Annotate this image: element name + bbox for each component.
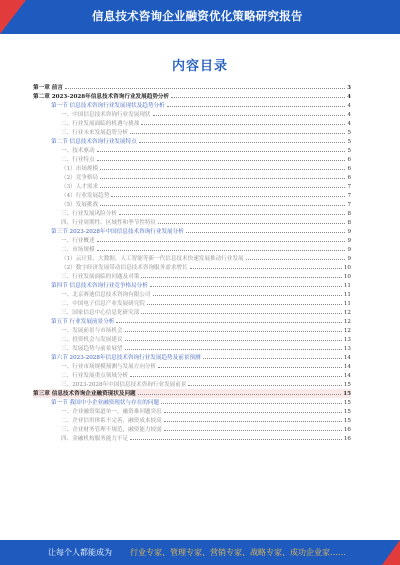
toc-entry[interactable] — [33, 128, 351, 137]
toc-page-number: 4 — [347, 121, 351, 127]
toc-leader-dots — [125, 344, 342, 350]
toc-entry[interactable] — [33, 191, 351, 200]
toc-leader-dots — [164, 416, 342, 422]
toc-entry-text: 二、行业发展面临的机遇与挑战 — [61, 121, 140, 127]
toc-entry[interactable] — [33, 164, 351, 173]
toc-page-number: 15 — [343, 400, 351, 406]
toc-page-number: 11 — [343, 301, 351, 307]
toc-leader-dots — [186, 227, 346, 233]
toc-page-number: 15 — [343, 409, 351, 415]
toc-page-number: 15 — [343, 382, 351, 388]
toc-entry[interactable] — [33, 254, 351, 263]
toc-page-number: 11 — [343, 283, 351, 289]
toc-entry[interactable] — [33, 137, 351, 146]
toc-page-number: 7 — [347, 202, 351, 208]
toc-page-number: 15 — [343, 418, 351, 424]
toc-entry-text: （4）行业发展趋势 — [61, 193, 110, 199]
toc-entry[interactable] — [33, 353, 351, 362]
toc-entry[interactable] — [33, 92, 351, 101]
toc-leader-dots — [153, 290, 342, 296]
toc-entry[interactable] — [33, 110, 351, 119]
toc-leader-dots — [97, 155, 346, 161]
toc-entry[interactable] — [33, 155, 351, 164]
toc-leader-dots — [100, 164, 345, 170]
toc-entry-text: 三、行业发展风险分析 — [61, 211, 117, 217]
toc-entry-text: 二、投资机会与发展建议 — [61, 337, 123, 343]
toc-entry-text: 第一节 信息技术咨询行业发展现状及趋势分析 — [51, 103, 165, 109]
toc-entry[interactable] — [33, 407, 351, 416]
toc-entry-text: 二、市场规模 — [61, 247, 95, 253]
toc-entry-text: 二、行业发展重点领域分析 — [61, 373, 129, 379]
toc-entry-text: （2）数字经济发展带动信息技术咨询服务需求增长 — [61, 265, 188, 271]
toc-leader-dots — [246, 254, 346, 260]
toc-entry-text: 第六节 2023-2028年信息技术咨询行业发展趋势及前景预测 — [51, 355, 201, 361]
toc-entry-text: 三、行业未来发展趋势分析 — [61, 130, 129, 136]
toc-entry-text: 一、企业融资渠道单一，融资难问题突出 — [61, 409, 162, 415]
toc-entry[interactable] — [33, 362, 351, 371]
toc-entry[interactable] — [33, 290, 351, 299]
toc-entry[interactable] — [33, 398, 351, 407]
report-footer — [0, 540, 400, 565]
toc-entry-text: 二、行业特点 — [61, 157, 95, 163]
toc-leader-dots — [100, 173, 345, 179]
toc-page-number: 4 — [347, 103, 351, 109]
toc-entry[interactable] — [33, 101, 351, 110]
toc-page-number: 4 — [347, 94, 351, 100]
footer-slogan-right: 行业专家、管理专家、营销专家、战略专家、成功企业家…… — [130, 548, 346, 557]
toc-page-number: 16 — [343, 427, 351, 433]
toc-page-number: 9 — [347, 256, 351, 262]
toc-page-number: 4 — [347, 112, 351, 118]
toc-entry-text: 第二章 2023-2028年信息技术咨询行业发展趋势分析 — [33, 94, 170, 100]
toc-page-number: 9 — [347, 238, 351, 244]
toc-page-number: 7 — [347, 193, 351, 199]
toc-heading: 内容目录 — [171, 59, 228, 74]
toc-leader-dots — [111, 191, 345, 197]
toc-entry[interactable] — [33, 218, 351, 227]
toc-entry[interactable] — [33, 200, 351, 209]
toc-entry[interactable] — [33, 335, 351, 344]
toc-page-number: 5 — [347, 148, 351, 154]
toc-page-number: 10 — [343, 265, 351, 271]
toc-entry[interactable] — [33, 263, 351, 272]
toc-leader-dots — [188, 380, 341, 386]
toc-page-number: 11 — [343, 292, 351, 298]
toc-entry[interactable] — [33, 380, 351, 389]
toc-entry-text: 三、发展趋势与前景展望 — [61, 346, 123, 352]
toc-leader-dots — [138, 389, 342, 395]
toc-page-number: 12 — [343, 319, 351, 325]
toc-page-number: 12 — [343, 310, 351, 316]
toc-entry[interactable] — [33, 344, 351, 353]
toc-entry[interactable] — [33, 281, 351, 290]
toc-page-number: 9 — [347, 247, 351, 253]
toc-page-number: 9 — [347, 229, 351, 235]
toc-leader-dots — [158, 362, 342, 368]
toc-leader-dots — [164, 407, 342, 413]
toc-entry[interactable] — [33, 272, 351, 281]
toc-leader-dots — [190, 263, 342, 269]
toc-entry[interactable] — [33, 236, 351, 245]
toc-page-number: 14 — [343, 355, 351, 361]
toc-page-number: 14 — [343, 373, 351, 379]
toc-leader-dots — [130, 371, 342, 377]
toc-leader-dots — [65, 83, 345, 89]
toc-entry[interactable] — [33, 416, 351, 425]
toc-entry[interactable] — [33, 308, 351, 317]
toc-entry[interactable] — [33, 434, 351, 443]
toc-entry[interactable] — [33, 209, 351, 218]
toc-page-number: 14 — [343, 364, 351, 370]
toc-page-number: 16 — [343, 436, 351, 442]
toc-page-number: 10 — [343, 274, 351, 280]
toc-leader-dots — [141, 272, 342, 278]
toc-entry[interactable] — [33, 371, 351, 380]
toc-entry-text: 二、中国电子信息产业发展研究院 — [61, 301, 145, 307]
toc-entry-text: （1）云计算、大数据、人工智能等新一代信息技术快速发展推动行业发展 — [61, 256, 244, 262]
toc-leader-dots — [139, 137, 346, 143]
toc-entry[interactable] — [33, 227, 351, 236]
report-title: 信息技术咨询企业融资优化策略研究报告 — [92, 9, 303, 23]
toc-entry-text: （1）市场规模 — [61, 166, 99, 172]
toc-page-number: 15 — [343, 391, 351, 397]
toc-leader-dots — [97, 245, 346, 251]
toc-page-number: 12 — [343, 328, 351, 334]
toc-leader-dots — [116, 317, 342, 323]
toc-entry[interactable] — [33, 425, 351, 434]
toc-leader-dots — [100, 182, 345, 188]
toc-entry[interactable] — [33, 389, 351, 398]
report-header — [0, 0, 400, 34]
toc-leader-dots — [141, 119, 345, 125]
footer-red-triangle — [382, 540, 400, 565]
toc-entry-text: 一、行业市场规模预测与发展方向分析 — [61, 364, 157, 370]
toc-leader-dots — [119, 209, 345, 215]
toc-leader-dots — [125, 326, 342, 332]
toc-entry-text: （5）发展挑战 — [61, 202, 99, 208]
footer-slogan-left: 让每个人都能成为 — [48, 548, 112, 557]
toc-entry-text: 一、技术驱动 — [61, 148, 95, 154]
toc-entry-text: （3）人才需求 — [61, 184, 99, 190]
toc-entry-text: 第一节 我国中小企业融资现状与存在的问题 — [51, 400, 160, 406]
toc-leader-dots — [100, 200, 345, 206]
toc-page-number: 5 — [347, 139, 351, 145]
toc-page-number: 6 — [347, 166, 351, 172]
toc-page-number: 8 — [347, 211, 351, 217]
toc-leader-dots — [203, 353, 342, 359]
toc-page-number: 6 — [347, 175, 351, 181]
toc-leader-dots — [97, 236, 346, 242]
toc-page-number: 6 — [347, 157, 351, 163]
toc-leader-dots — [167, 101, 346, 107]
toc-entry-text: 四、行业周期性、区域性和季节性特征 — [61, 220, 157, 226]
toc-page-number: 3 — [347, 85, 351, 91]
toc-page-number: 13 — [343, 346, 351, 352]
toc-leader-dots — [153, 110, 346, 116]
toc-leader-dots — [161, 398, 342, 404]
toc-entry[interactable] — [33, 173, 351, 182]
table-of-contents — [33, 83, 351, 443]
toc-entry[interactable] — [33, 299, 351, 308]
toc-entry[interactable] — [33, 326, 351, 335]
toc-entry[interactable] — [33, 83, 351, 92]
toc-entry-text: 第三节 2023-2028年中国信息技术咨询行业发展分析 — [51, 229, 184, 235]
toc-entry[interactable] — [33, 119, 351, 128]
toc-leader-dots — [130, 434, 342, 440]
toc-entry-text: 一、中国信息技术咨询行业发展现状 — [61, 112, 151, 118]
toc-leader-dots — [158, 218, 345, 224]
toc-entry-text: （2）竞争格局 — [61, 175, 99, 181]
toc-leader-dots — [147, 299, 342, 305]
toc-page-number: 8 — [347, 220, 351, 226]
toc-entry-text: 第三章 信息技术咨询企业融资现状及问题 — [33, 391, 136, 397]
toc-page-number: 7 — [347, 184, 351, 190]
toc-entry-text: 一、北京赛迪信息技术咨询有限公司 — [61, 292, 151, 298]
toc-page-number: 5 — [347, 130, 351, 136]
toc-entry-text: 三、行业发展面临的问题及对策 — [61, 274, 140, 280]
toc-entry-text: 三、企业财务管理不规范，融资能力较弱 — [61, 427, 162, 433]
toc-entry-text: 三、2023-2028年中国信息技术咨询行业发展前景 — [61, 382, 187, 388]
toc-entry-text: 一、行业概述 — [61, 238, 95, 244]
toc-entry[interactable] — [33, 245, 351, 254]
toc-entry[interactable] — [33, 146, 351, 155]
toc-leader-dots — [150, 281, 342, 287]
toc-entry-text: 第一章 前言 — [33, 85, 63, 91]
toc-entry-text: 第四节 信息技术咨询行业竞争格局分析 — [51, 283, 148, 289]
toc-leader-dots — [130, 128, 345, 134]
toc-page-number: 13 — [343, 337, 351, 343]
toc-entry-text: 二、企业信用体系不完善，融资成本较高 — [61, 418, 162, 424]
header-red-triangle — [0, 0, 26, 34]
toc-leader-dots — [97, 146, 346, 152]
toc-entry-text: 第五节 行业发展前景分析 — [51, 319, 115, 325]
toc-leader-dots — [164, 425, 342, 431]
toc-leader-dots — [125, 335, 342, 341]
toc-entry[interactable] — [33, 182, 351, 191]
toc-entry-text: 第二节 信息技术咨询行业发展特点 — [51, 139, 137, 145]
toc-leader-dots — [141, 308, 342, 314]
toc-entry-text: 四、金融机构服务能力不足 — [61, 436, 129, 442]
toc-leader-dots — [171, 92, 345, 98]
toc-entry[interactable] — [33, 317, 351, 326]
toc-entry-text: 三、国家信息中心信息化研究部 — [61, 310, 140, 316]
toc-entry-text: 一、发展前景与市场机会 — [61, 328, 123, 334]
